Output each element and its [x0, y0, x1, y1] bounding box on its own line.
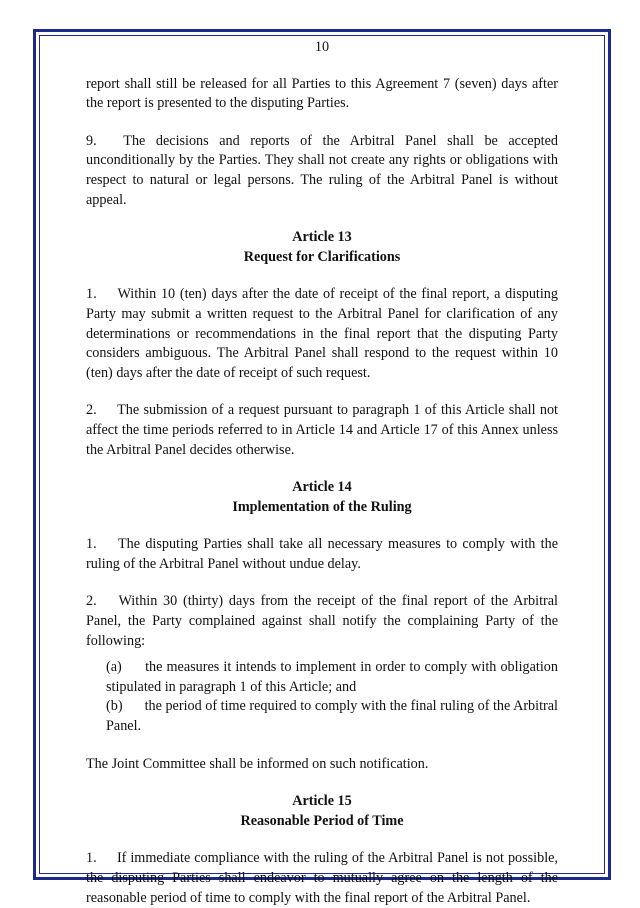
paragraph-text: If immediate compliance with the ruling of the Arbitral Panel is not possible, the disputing Parties shall endeavor to mutually agree on the length of the reasonable period of time to comply with the final report of the Arbitral Panel. [86, 850, 558, 906]
list-item-b [86, 697, 558, 736]
paragraph-9 [86, 132, 558, 210]
paragraph-text: The decisions and reports of the Arbitral Panel shall be accepted unconditionally by the Parties. They shall not create any rights or obligations with respect to natural or legal persons. The ruling of the Arbitral Panel is without appeal. [86, 132, 558, 208]
article-13-paragraph-1 [86, 285, 558, 383]
article-15-heading [86, 792, 558, 831]
paragraph-text: Within 10 (ten) days after the date of receipt of the final report, a disputing Party may submit a written request to the Arbitral Panel for clarification of any determinations or recommendations in the final report that the disputing Party considers ambiguous. The Arbitral Panel shall respond to the request within 10 (ten) days after the date of receipt of such request. [86, 286, 558, 381]
article-14-closing: The Joint Committee shall be informed on such notification. [86, 755, 429, 772]
paragraph-text: The disputing Parties shall take all necessary measures to comply with the ruling of the Arbitral Panel without undue delay. [86, 536, 558, 572]
list-label: (b) [106, 698, 123, 715]
article-number: Article 15 [292, 793, 352, 810]
paragraph-text: The submission of a request pursuant to paragraph 1 of this Article shall not affect the time periods referred to in Article 14 and Article 17 of this Annex unless the Arbitral Panel decides otherwise. [86, 402, 558, 458]
document-body [86, 38, 558, 908]
list-text: the measures it intends to implement in order to comply with obligation stipulated in paragraph 1 of this Article; and [106, 659, 558, 695]
paragraph-number: 1. [86, 286, 97, 303]
article-number: Article 13 [292, 229, 352, 246]
article-title: Implementation of the Ruling [232, 498, 412, 515]
list-text: the period of time required to comply with the final ruling of the Arbitral Panel. [106, 698, 558, 735]
list-label: (a) [106, 659, 122, 676]
paragraph-number: 1. [86, 536, 97, 553]
list-item-a [86, 658, 558, 697]
article-13-heading [86, 228, 558, 267]
article-14-paragraph-2 [86, 592, 558, 651]
paragraph-number: 2. [86, 593, 97, 610]
paragraph-number: 2. [86, 402, 97, 419]
article-14-heading [86, 478, 558, 517]
page-number: 10 [314, 39, 330, 55]
article-title: Reasonable Period of Time [240, 812, 404, 829]
paragraph-number: 1. [86, 850, 97, 867]
paragraph-text: Within 30 (thirty) days from the receipt of the final report of the Arbitral Panel, the Party complained against shall notify the complaining Party of the following: [86, 593, 558, 649]
article-title: Request for Clarifications [243, 248, 401, 265]
article-15-paragraph-1 [86, 849, 558, 908]
intro-continuation: report shall still be released for all Parties to this Agreement 7 (seven) days after the report is presented to the disputing Parties. [86, 75, 558, 112]
paragraph-number: 9. [86, 132, 97, 149]
article-14-paragraph-1 [86, 535, 558, 574]
article-number: Article 14 [292, 479, 352, 496]
article-13-paragraph-2 [86, 401, 558, 460]
